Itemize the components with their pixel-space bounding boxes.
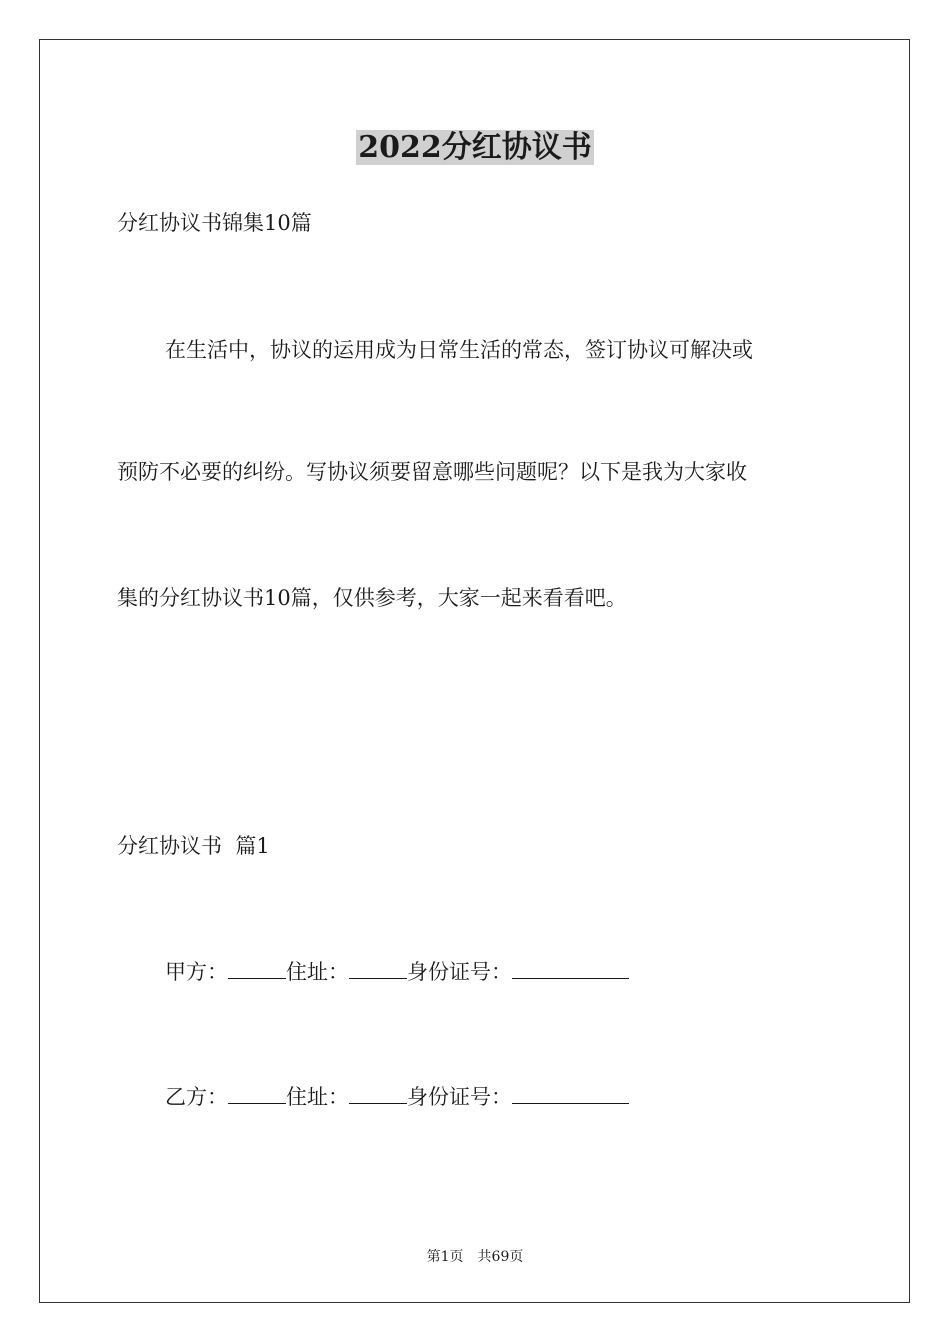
party-a-address-blank [349, 956, 407, 979]
party-a-line [165, 956, 629, 987]
page-number: 第1页 [426, 1249, 464, 1265]
party-a-id-blank [512, 956, 629, 979]
party-a-label: 甲方： [165, 960, 228, 984]
document-title-text: 2022分红协议书 [358, 130, 592, 165]
party-a-name-blank [228, 956, 286, 979]
party-b-address-blank [349, 1081, 407, 1104]
intro-line-1: 在生活中，协议的运用成为日常生活的常态，签订协议可解决或 [165, 338, 753, 362]
party-b-id-label: 身份证号： [407, 1085, 512, 1109]
party-b-name-blank [228, 1081, 286, 1104]
subtitle: 分红协议书锦集10篇 [117, 211, 312, 235]
section-heading-text: 分红协议书 篇1 [117, 834, 270, 858]
party-b-line [165, 1081, 629, 1112]
intro-line-2: 预防不必要的纠纷。写协议须要留意哪些问题呢？以下是我为大家收 [117, 460, 747, 484]
section-heading [117, 831, 270, 861]
page-total: 共69页 [477, 1249, 524, 1265]
page-footer [0, 1247, 950, 1267]
party-b-id-blank [512, 1081, 629, 1104]
party-a-address-label: 住址： [286, 960, 349, 984]
party-a-id-label: 身份证号： [407, 960, 512, 984]
party-b-address-label: 住址： [286, 1085, 349, 1109]
party-b-label: 乙方： [165, 1085, 228, 1109]
document-title [0, 126, 950, 170]
intro-line-3: 集的分红协议书10篇，仅供参考，大家一起来看看吧。 [117, 586, 627, 610]
